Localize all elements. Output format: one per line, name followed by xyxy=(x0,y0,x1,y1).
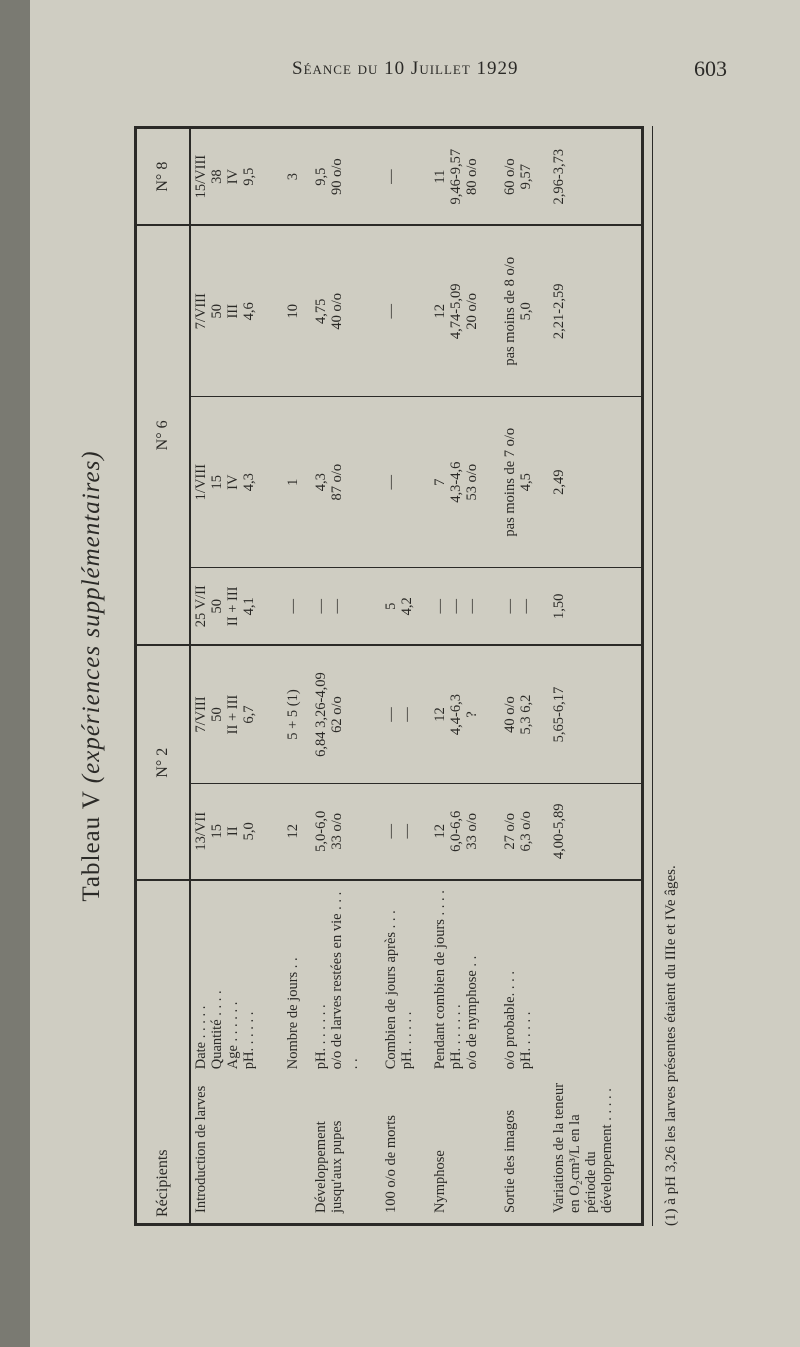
table-row xyxy=(381,129,430,1223)
cell-n6a: — xyxy=(283,568,310,646)
table-caption xyxy=(78,126,106,1226)
cell-n2b: — — xyxy=(381,645,430,783)
cell-n2a: 12 xyxy=(283,783,310,880)
cell-n2b: 40 o/o 5,3 6,2 xyxy=(500,645,549,783)
cell-n8: 2,96-3,73 xyxy=(549,129,641,225)
cell-n2b: 5,65-6,17 xyxy=(549,645,641,783)
cell-n6b: pas moins de 7 o/o 4,5 xyxy=(500,397,549,568)
cell-n6c: — xyxy=(381,225,430,397)
cell-n2a: 5,0-6,0 33 o/o xyxy=(311,783,381,880)
table-row xyxy=(190,129,283,1223)
data-table xyxy=(137,129,641,1223)
cell-n6c: 4,75 40 o/o xyxy=(311,225,381,397)
row-group-label: Nymphose xyxy=(431,1150,448,1213)
caption-prefix: Tableau V xyxy=(78,790,105,902)
cell-n6b: — xyxy=(381,397,430,568)
cell-n6c: 10 xyxy=(283,225,310,397)
cell-n6c: 2,21-2,59 xyxy=(549,225,641,397)
row-group-label: Sortie des imagos xyxy=(502,1109,519,1213)
page-number: 603 xyxy=(694,56,727,81)
cell-n6c: pas moins de 8 o/o 5,0 xyxy=(500,225,549,397)
cell-n6b: 2,49 xyxy=(549,397,641,568)
cell-n6b: 1/VIII 15 IV 4,3 xyxy=(190,397,283,568)
cell-n8: 15/VIII 38 IV 9,5 xyxy=(190,129,283,225)
cell-n6b: 7 4,3-4,6 53 o/o xyxy=(430,397,500,568)
row-group-label: Développement jusqu'aux pupes xyxy=(312,1120,345,1213)
row-group-label xyxy=(283,1075,310,1223)
caption-subtitle: (expériences supplémentaires) xyxy=(78,450,105,784)
header-n6: N° 6 xyxy=(137,225,190,645)
row-group-label: Variations de la teneur en O₂cm³/L en la période du développement . . . . . xyxy=(550,1082,615,1213)
footnote: (1) à pH 3,26 les larves présentes étaient du IIIe et IVe âges. xyxy=(663,865,679,1226)
header-row xyxy=(137,129,190,1223)
cell-n8: 60 o/o 9,57 xyxy=(500,129,549,225)
cell-n2b: 5 + 5 (1) xyxy=(283,645,310,783)
header-n2: N° 2 xyxy=(137,645,190,880)
row-sublabels: Pendant combien de jours . . . . pH. . . . . . . o/o de nymphose . . xyxy=(430,880,500,1075)
scan-gutter xyxy=(0,0,30,1347)
row-sublabels: Combien de jours après . . . pH. . . . . . xyxy=(381,880,430,1075)
cell-n6a: 5 4,2 xyxy=(381,568,430,646)
cell-n2a: 27 o/o 6,3 o/o xyxy=(500,783,549,880)
header-n8: N° 8 xyxy=(137,129,190,225)
row-sublabels: Date . . . . . Quantité . . . . Age . . . . . . pH. . . . . . xyxy=(190,880,283,1075)
cell-n6a: 25 V/II 50 II + III 4,1 xyxy=(190,568,283,646)
header-recipients: Récipients xyxy=(137,880,190,1223)
row-sublabels: o/o probable. . . . pH. . . . . . xyxy=(500,880,549,1075)
row-sublabels xyxy=(549,880,641,1075)
data-table-frame xyxy=(134,126,644,1226)
cell-n2a: 12 6,0-6,6 33 o/o xyxy=(430,783,500,880)
table-row xyxy=(500,129,549,1223)
rotated-table-block xyxy=(78,126,728,1226)
row-sublabels: Nombre de jours . . xyxy=(283,880,310,1075)
cell-n6c: 7/VIII 50 III 4,6 xyxy=(190,225,283,397)
cell-n6a: — — — xyxy=(430,568,500,646)
cell-n2b: 12 4,4-6,3 ? xyxy=(430,645,500,783)
bottom-rule xyxy=(652,126,653,1226)
cell-n8: 9,5 90 o/o xyxy=(311,129,381,225)
row-sublabels: pH. . . . . . . o/o de larves restées en vie . . . . . xyxy=(311,880,381,1075)
cell-n8: — xyxy=(381,129,430,225)
table-row xyxy=(430,129,500,1223)
table-row xyxy=(549,129,641,1223)
cell-n8: 3 xyxy=(283,129,310,225)
cell-n6a: — — xyxy=(500,568,549,646)
table-row xyxy=(283,129,310,1223)
cell-n2a: — — xyxy=(381,783,430,880)
cell-n2b: 7/VIII 50 II + III 6,7 xyxy=(190,645,283,783)
cell-n6c: 12 4,74-5,09 20 o/o xyxy=(430,225,500,397)
table-row xyxy=(311,129,381,1223)
cell-n2b: 6,84 3,26-4,09 62 o/o xyxy=(311,645,381,783)
row-group-label: Introduction de larves xyxy=(193,1085,209,1213)
cell-n6b: 4,3 87 o/o xyxy=(311,397,381,568)
cell-n8: 11 9,46-9,57 80 o/o xyxy=(430,129,500,225)
running-title: Séance du 10 Juillet 1929 xyxy=(292,58,519,79)
cell-n2a: 13/VII 15 II 5,0 xyxy=(190,783,283,880)
cell-n6a: 1,50 xyxy=(549,568,641,646)
cell-n6a: — — xyxy=(311,568,381,646)
cell-n2a: 4,00-5,89 xyxy=(549,783,641,880)
row-group-label: 100 o/o de morts xyxy=(382,1115,399,1213)
cell-n6b: 1 xyxy=(283,397,310,568)
